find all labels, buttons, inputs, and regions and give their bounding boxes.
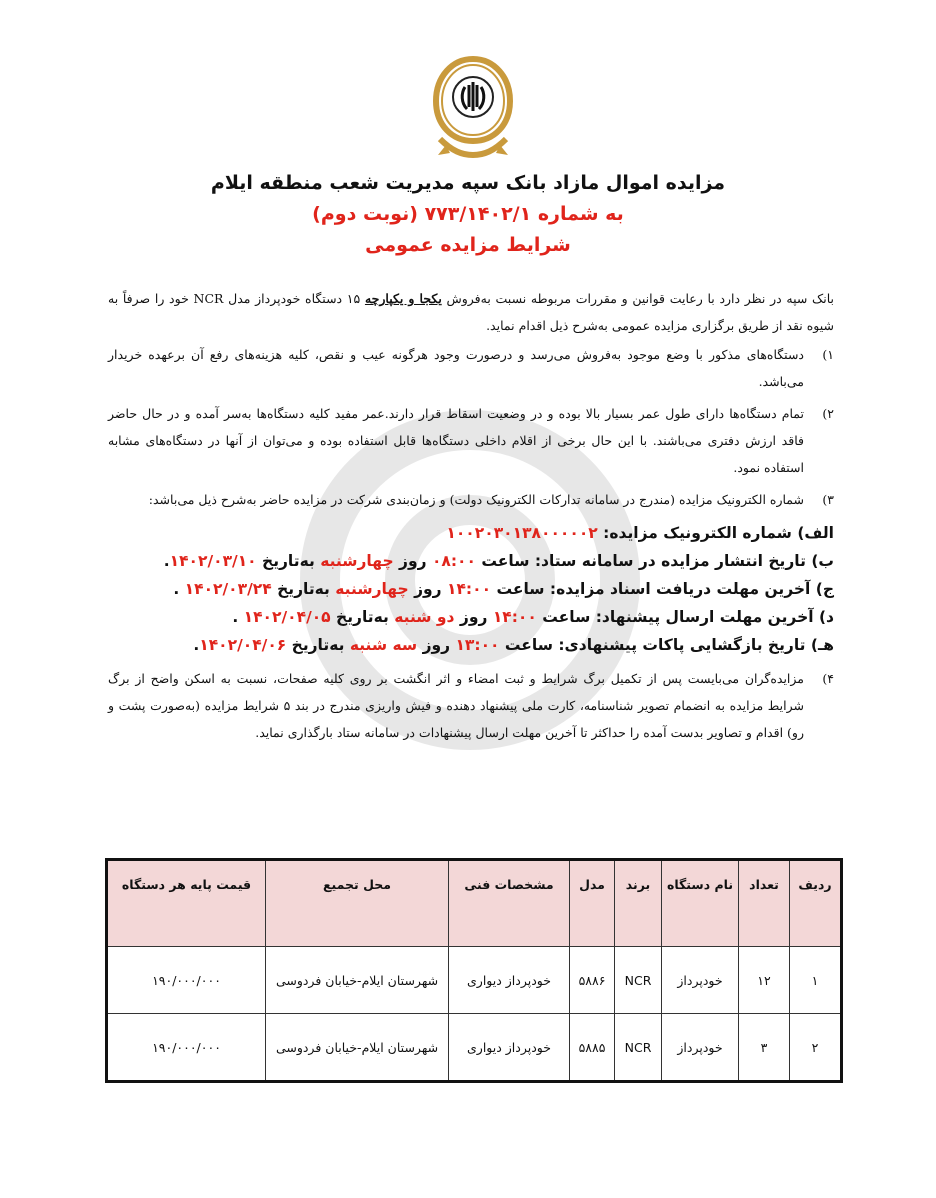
schedule-text: .: [163, 552, 170, 570]
document-body: [108, 285, 834, 751]
auction-number: به شماره ۷۷۳/۱۴۰۲/۱ (نوبت دوم): [312, 203, 624, 225]
item-text: دستگاه‌های مذکور با وضع موجود به‌فروش می‌رسد و درصورت وجود هرگونه عیب و نقص، کلیه هزینه‌های رفع آن برعهده خریدار می‌باشد.: [108, 347, 804, 389]
cell-device-name: خودپرداز: [662, 1014, 739, 1082]
item-text: تمام دستگاه‌ها دارای طول عمر بسیار بالا بوده و در وضعیت اسقاط قرار دارند.عمر مفید کلیه دستگاه‌ها به‌سر آمده و در حال حاضر فاقد ارزش دفتری می‌باشند. با این حال برخی از اقلام داخلی دستگاه‌ها قابل استفاده بوده و می‌توان از آنها در دستگاه‌های مشابه استفاده نمود.: [108, 406, 804, 475]
schedule-block: [108, 519, 834, 659]
schedule-text: .: [173, 580, 185, 598]
schedule-text: روز: [454, 608, 493, 626]
schedule-text: روز: [408, 580, 447, 598]
schedule-electronic-number: [108, 519, 834, 547]
schedule-date: ۱۴۰۲/۰۳/۱۰: [169, 552, 257, 570]
condition-item-1: [108, 341, 834, 395]
item-number: ۲): [822, 406, 834, 421]
schedule-text: .: [232, 608, 244, 626]
item-number: ۱): [822, 347, 834, 362]
schedule-document-deadline: [108, 575, 834, 603]
cell-base-price: ۱۹۰/۰۰۰/۰۰۰: [107, 947, 266, 1014]
schedule-label: ب) تاریخ انتشار مزایده در سامانه ستاد: ساعت: [475, 552, 834, 570]
schedule-day: چهارشنبه: [320, 552, 394, 570]
cell-row-number: ۲: [790, 1014, 842, 1082]
condition-item-4: [108, 665, 834, 746]
schedule-text: روز: [417, 636, 456, 654]
schedule-text: روز: [393, 552, 432, 570]
intro-text-start: بانک سپه در نظر دارد با رعایت قوانین و مقررات مربوطه نسبت به‌فروش: [441, 291, 834, 306]
cell-model: ۵۸۸۶: [570, 947, 615, 1014]
cell-specs: خودپرداز دیواری: [449, 947, 570, 1014]
schedule-label: د) آخرین مهلت ارسال پیشنهاد: ساعت: [536, 608, 834, 626]
cell-model: ۵۸۸۵: [570, 1014, 615, 1082]
item-text: مزایده‌گران می‌بایست پس از تکمیل برگ شرایط و ثبت امضاء و اثر انگشت بر روی کلیه صفحات، نسبت به اسکن واضح از برگ شرایط مزایده به انضمام تصویر شناسنامه، کارت ملی پیشنهاد دهنده و فیش واریزی مندرج در بند ۵ شرایط مزایده (به‌صورت پشت و رو) اقدام و تصاویر بدست آمده را حداکثر تا آخرین مهلت ارسال پیشنهادات در سامانه ستاد بارگذاری نماید.: [108, 671, 804, 740]
header-brand: برند: [615, 860, 662, 947]
cell-device-name: خودپرداز: [662, 947, 739, 1014]
cell-count: ۳: [739, 1014, 790, 1082]
condition-item-2: [108, 400, 834, 481]
title-block: [100, 172, 836, 265]
cell-base-price: ۱۹۰/۰۰۰/۰۰۰: [107, 1014, 266, 1082]
schedule-publish-date: [108, 547, 834, 575]
header-count: تعداد: [739, 860, 790, 947]
schedule-day: دو شنبه: [394, 608, 455, 626]
header-specs: مشخصات فنی: [449, 860, 570, 947]
table-header-row: [107, 860, 842, 947]
intro-text-end: ۱۵ دستگاه خودپرداز مدل NCR خود را صرفاً به شیوه نقد از طریق برگزاری مزایده عمومی به‌شرح ذیل اقدام نماید.: [108, 291, 834, 333]
intro-underlined: یکجا و یکپارچه: [364, 291, 442, 306]
bank-sepah-logo-icon: [432, 55, 514, 163]
schedule-day: سه شنبه: [349, 636, 418, 654]
equipment-table: [105, 858, 843, 1083]
conditions-heading: شرایط مزایده عمومی: [365, 234, 571, 256]
cell-location: شهرستان ایلام-خیابان فردوسی: [266, 947, 449, 1014]
schedule-text: .: [193, 636, 200, 654]
schedule-text: به‌تاریخ: [256, 552, 321, 570]
schedule-time: ۰۸:۰۰: [431, 552, 476, 570]
schedule-date: ۱۴۰۲/۰۳/۲۴: [184, 580, 272, 598]
schedule-label: هـ) تاریخ بازگشایی پاکات پیشنهادی: ساعت: [499, 636, 834, 654]
schedule-date: ۱۴۰۲/۰۴/۰۶: [199, 636, 287, 654]
cell-specs: خودپرداز دیواری: [449, 1014, 570, 1082]
cell-brand: NCR: [615, 1014, 662, 1082]
schedule-day: چهارشنبه: [335, 580, 409, 598]
item-text: شماره الکترونیک مزایده (مندرج در سامانه تدارکات الکترونیک دولت) و زمان‌بندی شرکت در مزایده حاضر به‌شرح ذیل می‌باشد:: [148, 492, 804, 507]
schedule-offer-deadline: [108, 603, 834, 631]
schedule-time: ۱۳:۰۰: [455, 636, 500, 654]
cell-count: ۱۲: [739, 947, 790, 1014]
schedule-time: ۱۴:۰۰: [492, 608, 537, 626]
cell-brand: NCR: [615, 947, 662, 1014]
document-title: مزایده اموال مازاد بانک سپه مدیریت شعب منطقه ایلام: [210, 172, 726, 194]
schedule-opening-date: [108, 631, 834, 659]
condition-item-3: [108, 486, 834, 513]
intro-paragraph: [108, 285, 834, 339]
cell-row-number: ۱: [790, 947, 842, 1014]
header-row-number: ردیف: [790, 860, 842, 947]
schedule-text: به‌تاریخ: [271, 580, 336, 598]
schedule-label: الف) شماره الکترونیک مزایده:: [597, 524, 834, 542]
table-row: [107, 1014, 842, 1082]
item-number: ۳): [822, 492, 834, 507]
header-model: مدل: [570, 860, 615, 947]
schedule-date: ۱۴۰۲/۰۴/۰۵: [243, 608, 331, 626]
schedule-text: به‌تاریخ: [330, 608, 395, 626]
schedule-time: ۱۴:۰۰: [447, 580, 492, 598]
schedule-text: به‌تاریخ: [286, 636, 350, 654]
schedule-label: ج) آخرین مهلت دریافت اسناد مزایده: ساعت: [491, 580, 834, 598]
table-row: [107, 947, 842, 1014]
header-device-name: نام دستگاه: [662, 860, 739, 947]
item-number: ۴): [822, 671, 834, 686]
header-location: محل تجمیع: [266, 860, 449, 947]
cell-location: شهرستان ایلام-خیابان فردوسی: [266, 1014, 449, 1082]
header-base-price: قیمت پایه هر دستگاه: [107, 860, 266, 947]
schedule-value: ۱۰۰۲۰۳۰۱۳۸۰۰۰۰۰۲: [446, 524, 598, 542]
